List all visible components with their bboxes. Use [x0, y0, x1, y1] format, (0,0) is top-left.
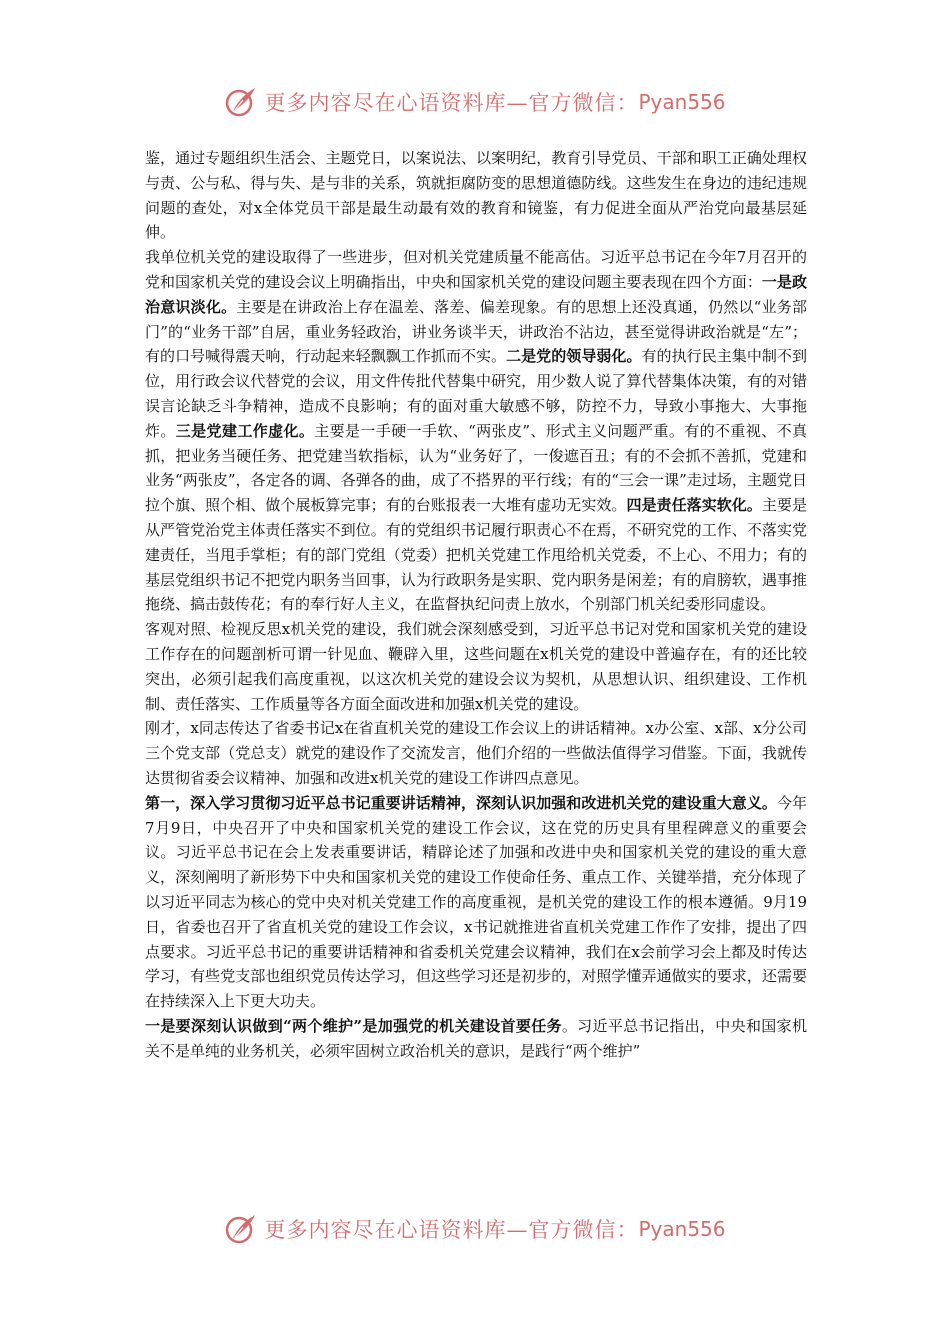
header-watermark-banner [0, 80, 950, 124]
banner-text: 更多内容尽在心语资料库—官方微信： [264, 1218, 639, 1242]
bold-heading-segment: 一是要深刻认识做到“两个维护”是加强党的机关建设首要任务 [145, 1016, 562, 1035]
paragraph [145, 245, 807, 617]
text-segment: 刚才，x同志传达了省委书记x在省直机关党的建设工作会议上的讲话精神。x办公室、x部、x分公司三个党支部（党总支）就党的建设作了交流发言，他们介绍的一些做法值得学习借鉴。下面，我就传达贯彻省委会议精神、加强和改进x机关党的建设工作讲四点意见。 [145, 719, 807, 787]
document-body [145, 146, 807, 1063]
text-segment: 。习近平总书记指出，中央和国家机关不是单纯的业务机关，必须牢固树立政治机关的意识，是践行“两个维护” [145, 1016, 807, 1060]
paragraph [145, 791, 807, 1014]
footer-watermark-banner [0, 1207, 950, 1251]
wechat-id: Pyan556 [638, 90, 726, 114]
feather-pen-logo-icon [224, 85, 258, 119]
wechat-id: Pyan556 [638, 1217, 726, 1241]
banner-text: 更多内容尽在心语资料库—官方微信： [264, 91, 639, 115]
text-segment: 我单位机关党的建设取得了一些进步，但对机关党建质量不能高估。习近平总书记在今年7月召开的党和国家机关党的建设会议上明确指出，中央和国家机关党的建设问题主要表现在四个方面： [145, 248, 807, 291]
text-segment: 有的执行民主集中制不到位，用行政会议代替党的会议，用文件传批代替集中研究，用少数人说了算代替集体决策，有的对错误言论缺乏斗争精神，造成不良影响；有的面对重大敏感不够，防控不力，导致小事拖大、大事拖炸。 [145, 347, 807, 440]
bold-heading-segment: 一是政治意识淡化。 [145, 272, 807, 316]
text-segment: 主要是一手硬一手软、“两张皮”、形式主义问题严重。有的不重视、不真抓，把业务当硬任务、把党建当软指标，认为“业务好了，一俊遮百丑；有的不会抓不善抓，党建和业务“两张皮”，各定各的调、各弹各的曲，成了不搭界的平行线；有的“三会一课”走过场，主题党日拉个旗、照个相、做个展板算完事；有的台账报表一大堆有虚功无实效。 [145, 421, 807, 515]
bold-heading-segment: 第一，深入学习贯彻习近平总书记重要讲话精神，深刻认识加强和改进机关党的建设重大意义。 [145, 793, 777, 812]
text-segment: 客观对照、检视反思x机关党的建设，我们就会深刻感受到，习近平总书记对党和国家机关党的建设工作存在的问题剖析可谓一针见血、鞭辟入里，这些问题在x机关党的建设中普遍存在，有的还比较突出，必须引起我们高度重视，以这次机关党的建设会议为契机，从思想认识、组织建设、工作机制、责任落实、工作质量等各方面全面改进和加强x机关党的建设。 [145, 620, 807, 713]
bold-heading-segment: 四是责任落实软化。 [626, 496, 762, 515]
bold-heading-segment: 二是党的领导弱化。 [506, 347, 642, 366]
text-segment: 主要是在讲政治上存在温差、落差、偏差现象。有的思想上还没真通，仍然以“业务部门”的“业务干部”自居，重业务轻政治，讲业务谈半天，讲政治不沾边，甚至觉得讲政治就是“左”；有的口号喊得震天响，行动起来轻飘飘工作抓而不实。 [145, 297, 807, 366]
paragraph [145, 716, 807, 790]
text-segment: 主要是从严管党治党主体责任落实不到位。有的党组织书记履行职责心不在焉，不研究党的工作、不落实党建责任，当甩手掌柜；有的部门党组（党委）把机关党建工作甩给机关党委，不上心、不用力；有的基层党组织书记不把党内职务当回事，认为行政职务是实职、党内职务是闲差；有的肩膀软，遇事推拖绕、搞击鼓传花；有的奉行好人主义，在监督执纪问责上放水，个别部门机关纪委形同虚设。 [145, 496, 807, 614]
paragraph [145, 1014, 807, 1064]
bold-heading-segment: 三是党建工作虚化。 [175, 421, 315, 440]
paragraph [145, 617, 807, 716]
text-segment: 今年7月9日，中央召开了中央和国家机关党的建设工作会议，这在党的历史具有里程碑意义的重要会议。习近平总书记在会上发表重要讲话，精辟论述了加强和改进中央和国家机关党的建设的重大意义，深刻阐明了新形势下中央和国家机关党的建设工作使命任务、重点工作、关键举措，充分体现了以习近平同志为核心的党中央对机关党建工作的高度重视，是机关党的建设工作的根本遵循。9月19日，省委也召开了省直机关党的建设工作会议，x书记就推进省直机关党建工作作了安排，提出了四点要求。习近平总书记的重要讲话精神和省委机关党建会议精神，我们在x会前学习会上都及时传达学习，有些党支部也组织党员传达学习，但这些学习还是初步的，对照学懂弄通做实的要求，还需要在持续深入上下更大功夫。 [145, 793, 807, 1011]
paragraph [145, 146, 807, 245]
feather-pen-logo-icon [224, 1212, 258, 1246]
text-segment: 鉴，通过专题组织生活会、主题党日，以案说法、以案明纪，教育引导党员、干部和职工正确处理权与责、公与私、得与失、是与非的关系，筑就拒腐防变的思想道德防线。这些发生在身边的违纪违规问题的查处，对x全体党员干部是最生动最有效的教育和镜鉴，有力促进全面从严治党向最基层延伸。 [145, 149, 807, 242]
